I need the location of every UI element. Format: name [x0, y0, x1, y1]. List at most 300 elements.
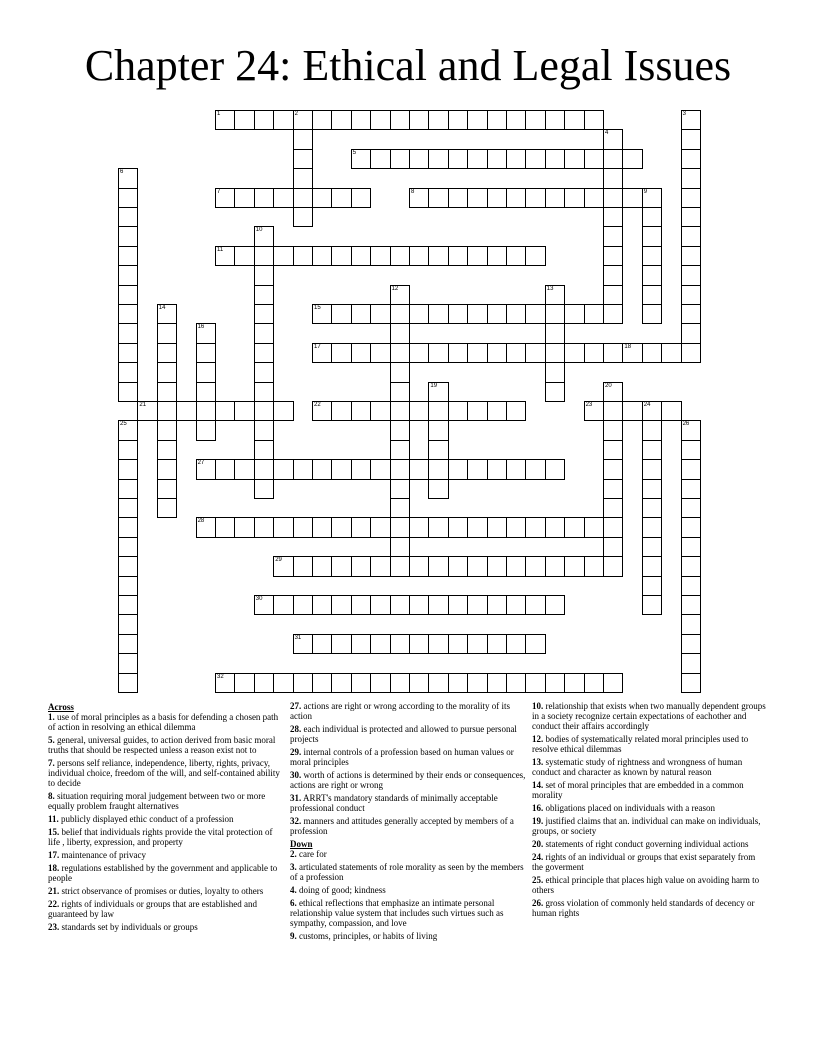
- grid-cell[interactable]: [157, 323, 177, 343]
- grid-cell[interactable]: [157, 401, 177, 421]
- grid-cell[interactable]: [196, 517, 216, 537]
- grid-cell[interactable]: [312, 304, 332, 324]
- grid-cell[interactable]: [331, 517, 351, 537]
- grid-cell[interactable]: [506, 556, 526, 576]
- grid-cell[interactable]: [487, 634, 507, 654]
- grid-cell[interactable]: [273, 673, 293, 693]
- grid-cell[interactable]: [118, 188, 138, 208]
- grid-cell[interactable]: [312, 517, 332, 537]
- grid-cell[interactable]: [603, 129, 623, 149]
- grid-cell[interactable]: [428, 343, 448, 363]
- grid-cell[interactable]: [254, 304, 274, 324]
- grid-cell[interactable]: [603, 517, 623, 537]
- grid-cell[interactable]: [293, 556, 313, 576]
- grid-cell[interactable]: [331, 304, 351, 324]
- grid-cell[interactable]: [428, 673, 448, 693]
- grid-cell[interactable]: [390, 673, 410, 693]
- grid-cell[interactable]: [409, 343, 429, 363]
- grid-cell[interactable]: [603, 401, 623, 421]
- grid-cell[interactable]: [293, 634, 313, 654]
- grid-cell[interactable]: [118, 537, 138, 557]
- grid-cell[interactable]: [525, 149, 545, 169]
- grid-cell[interactable]: [390, 498, 410, 518]
- grid-cell[interactable]: [584, 149, 604, 169]
- grid-cell[interactable]: [273, 459, 293, 479]
- grid-cell[interactable]: [254, 673, 274, 693]
- grid-cell[interactable]: [622, 188, 642, 208]
- grid-cell[interactable]: [254, 226, 274, 246]
- grid-cell[interactable]: [545, 304, 565, 324]
- grid-cell[interactable]: [196, 362, 216, 382]
- grid-cell[interactable]: [370, 556, 390, 576]
- grid-cell[interactable]: [545, 459, 565, 479]
- grid-cell[interactable]: [196, 420, 216, 440]
- grid-cell[interactable]: [487, 304, 507, 324]
- grid-cell[interactable]: [312, 188, 332, 208]
- grid-cell[interactable]: [642, 401, 662, 421]
- grid-cell[interactable]: [351, 673, 371, 693]
- grid-cell[interactable]: [331, 401, 351, 421]
- grid-cell[interactable]: [118, 479, 138, 499]
- grid-cell[interactable]: [603, 479, 623, 499]
- grid-cell[interactable]: [390, 304, 410, 324]
- grid-cell[interactable]: [157, 498, 177, 518]
- grid-cell[interactable]: [196, 401, 216, 421]
- grid-cell[interactable]: [351, 595, 371, 615]
- grid-cell[interactable]: [118, 246, 138, 266]
- grid-cell[interactable]: [467, 188, 487, 208]
- grid-cell[interactable]: [506, 149, 526, 169]
- grid-cell[interactable]: [351, 246, 371, 266]
- grid-cell[interactable]: [215, 110, 235, 130]
- grid-cell[interactable]: [448, 634, 468, 654]
- grid-cell[interactable]: [157, 362, 177, 382]
- grid-cell[interactable]: [506, 459, 526, 479]
- grid-cell[interactable]: [448, 110, 468, 130]
- grid-cell[interactable]: [293, 673, 313, 693]
- grid-cell[interactable]: [642, 285, 662, 305]
- grid-cell[interactable]: [428, 149, 448, 169]
- grid-cell[interactable]: [390, 459, 410, 479]
- grid-cell[interactable]: [293, 149, 313, 169]
- grid-cell[interactable]: [351, 304, 371, 324]
- grid-cell[interactable]: [467, 595, 487, 615]
- grid-cell[interactable]: [681, 614, 701, 634]
- grid-cell[interactable]: [681, 323, 701, 343]
- grid-cell[interactable]: [642, 479, 662, 499]
- grid-cell[interactable]: [603, 420, 623, 440]
- grid-cell[interactable]: [409, 459, 429, 479]
- grid-cell[interactable]: [506, 673, 526, 693]
- grid-cell[interactable]: [370, 246, 390, 266]
- grid-cell[interactable]: [428, 479, 448, 499]
- grid-cell[interactable]: [603, 498, 623, 518]
- grid-cell[interactable]: [584, 188, 604, 208]
- grid-cell[interactable]: [506, 595, 526, 615]
- grid-cell[interactable]: [409, 188, 429, 208]
- grid-cell[interactable]: [390, 246, 410, 266]
- grid-cell[interactable]: [467, 459, 487, 479]
- grid-cell[interactable]: [254, 440, 274, 460]
- grid-cell[interactable]: [642, 537, 662, 557]
- grid-cell[interactable]: [642, 459, 662, 479]
- grid-cell[interactable]: [157, 304, 177, 324]
- grid-cell[interactable]: [312, 343, 332, 363]
- grid-cell[interactable]: [118, 517, 138, 537]
- grid-cell[interactable]: [564, 304, 584, 324]
- grid-cell[interactable]: [467, 304, 487, 324]
- grid-cell[interactable]: [118, 343, 138, 363]
- grid-cell[interactable]: [176, 401, 196, 421]
- grid-cell[interactable]: [428, 517, 448, 537]
- grid-cell[interactable]: [487, 246, 507, 266]
- grid-cell[interactable]: [603, 556, 623, 576]
- grid-cell[interactable]: [196, 459, 216, 479]
- grid-cell[interactable]: [545, 556, 565, 576]
- grid-cell[interactable]: [525, 595, 545, 615]
- grid-cell[interactable]: [448, 188, 468, 208]
- grid-cell[interactable]: [545, 382, 565, 402]
- grid-cell[interactable]: [273, 246, 293, 266]
- grid-cell[interactable]: [428, 556, 448, 576]
- grid-cell[interactable]: [254, 401, 274, 421]
- grid-cell[interactable]: [351, 110, 371, 130]
- grid-cell[interactable]: [196, 323, 216, 343]
- grid-cell[interactable]: [312, 595, 332, 615]
- grid-cell[interactable]: [603, 168, 623, 188]
- grid-cell[interactable]: [234, 401, 254, 421]
- grid-cell[interactable]: [254, 110, 274, 130]
- grid-cell[interactable]: [467, 517, 487, 537]
- grid-cell[interactable]: [681, 110, 701, 130]
- grid-cell[interactable]: [293, 110, 313, 130]
- grid-cell[interactable]: [642, 343, 662, 363]
- grid-cell[interactable]: [157, 420, 177, 440]
- grid-cell[interactable]: [448, 459, 468, 479]
- grid-cell[interactable]: [390, 343, 410, 363]
- grid-cell[interactable]: [234, 673, 254, 693]
- grid-cell[interactable]: [642, 304, 662, 324]
- grid-cell[interactable]: [312, 459, 332, 479]
- grid-cell[interactable]: [390, 537, 410, 557]
- grid-cell[interactable]: [448, 401, 468, 421]
- grid-cell[interactable]: [351, 634, 371, 654]
- grid-cell[interactable]: [467, 556, 487, 576]
- grid-cell[interactable]: [564, 517, 584, 537]
- grid-cell[interactable]: [118, 226, 138, 246]
- grid-cell[interactable]: [603, 207, 623, 227]
- grid-cell[interactable]: [545, 323, 565, 343]
- grid-cell[interactable]: [118, 576, 138, 596]
- grid-cell[interactable]: [564, 110, 584, 130]
- grid-cell[interactable]: [273, 188, 293, 208]
- grid-cell[interactable]: [370, 459, 390, 479]
- grid-cell[interactable]: [681, 459, 701, 479]
- grid-cell[interactable]: [506, 304, 526, 324]
- grid-cell[interactable]: [215, 401, 235, 421]
- grid-cell[interactable]: [525, 246, 545, 266]
- grid-cell[interactable]: [642, 420, 662, 440]
- grid-cell[interactable]: [331, 459, 351, 479]
- grid-cell[interactable]: [390, 420, 410, 440]
- grid-cell[interactable]: [448, 556, 468, 576]
- grid-cell[interactable]: [254, 343, 274, 363]
- grid-cell[interactable]: [545, 188, 565, 208]
- grid-cell[interactable]: [409, 673, 429, 693]
- grid-cell[interactable]: [642, 576, 662, 596]
- grid-cell[interactable]: [564, 343, 584, 363]
- grid-cell[interactable]: [390, 362, 410, 382]
- grid-cell[interactable]: [312, 246, 332, 266]
- grid-cell[interactable]: [196, 343, 216, 363]
- grid-cell[interactable]: [525, 343, 545, 363]
- grid-cell[interactable]: [487, 401, 507, 421]
- grid-cell[interactable]: [409, 149, 429, 169]
- grid-cell[interactable]: [603, 459, 623, 479]
- grid-cell[interactable]: [428, 595, 448, 615]
- grid-cell[interactable]: [215, 517, 235, 537]
- grid-cell[interactable]: [312, 110, 332, 130]
- grid-cell[interactable]: [681, 265, 701, 285]
- grid-cell[interactable]: [428, 382, 448, 402]
- grid-cell[interactable]: [234, 246, 254, 266]
- grid-cell[interactable]: [370, 401, 390, 421]
- grid-cell[interactable]: [118, 285, 138, 305]
- grid-cell[interactable]: [681, 246, 701, 266]
- grid-cell[interactable]: [467, 343, 487, 363]
- grid-cell[interactable]: [681, 207, 701, 227]
- grid-cell[interactable]: [603, 537, 623, 557]
- grid-cell[interactable]: [273, 517, 293, 537]
- grid-cell[interactable]: [584, 401, 604, 421]
- grid-cell[interactable]: [545, 673, 565, 693]
- grid-cell[interactable]: [254, 459, 274, 479]
- grid-cell[interactable]: [681, 420, 701, 440]
- grid-cell[interactable]: [293, 129, 313, 149]
- grid-cell[interactable]: [603, 440, 623, 460]
- grid-cell[interactable]: [564, 556, 584, 576]
- grid-cell[interactable]: [681, 537, 701, 557]
- grid-cell[interactable]: [118, 168, 138, 188]
- grid-cell[interactable]: [681, 517, 701, 537]
- grid-cell[interactable]: [642, 517, 662, 537]
- grid-cell[interactable]: [390, 479, 410, 499]
- grid-cell[interactable]: [681, 343, 701, 363]
- grid-cell[interactable]: [487, 517, 507, 537]
- grid-cell[interactable]: [390, 323, 410, 343]
- grid-cell[interactable]: [234, 110, 254, 130]
- grid-cell[interactable]: [506, 517, 526, 537]
- grid-cell[interactable]: [390, 440, 410, 460]
- grid-cell[interactable]: [157, 343, 177, 363]
- grid-cell[interactable]: [118, 304, 138, 324]
- grid-cell[interactable]: [564, 673, 584, 693]
- grid-cell[interactable]: [118, 323, 138, 343]
- grid-cell[interactable]: [603, 149, 623, 169]
- grid-cell[interactable]: [215, 459, 235, 479]
- grid-cell[interactable]: [642, 226, 662, 246]
- grid-cell[interactable]: [681, 576, 701, 596]
- grid-cell[interactable]: [487, 149, 507, 169]
- grid-cell[interactable]: [448, 304, 468, 324]
- grid-cell[interactable]: [661, 343, 681, 363]
- grid-cell[interactable]: [118, 440, 138, 460]
- grid-cell[interactable]: [351, 401, 371, 421]
- grid-cell[interactable]: [273, 401, 293, 421]
- grid-cell[interactable]: [642, 265, 662, 285]
- grid-cell[interactable]: [351, 343, 371, 363]
- grid-cell[interactable]: [584, 673, 604, 693]
- grid-cell[interactable]: [603, 304, 623, 324]
- grid-cell[interactable]: [642, 595, 662, 615]
- grid-cell[interactable]: [254, 595, 274, 615]
- grid-cell[interactable]: [448, 246, 468, 266]
- grid-cell[interactable]: [351, 188, 371, 208]
- grid-cell[interactable]: [157, 382, 177, 402]
- grid-cell[interactable]: [584, 556, 604, 576]
- grid-cell[interactable]: [351, 149, 371, 169]
- grid-cell[interactable]: [448, 343, 468, 363]
- grid-cell[interactable]: [487, 459, 507, 479]
- grid-cell[interactable]: [584, 517, 604, 537]
- grid-cell[interactable]: [118, 362, 138, 382]
- grid-cell[interactable]: [487, 556, 507, 576]
- grid-cell[interactable]: [642, 440, 662, 460]
- grid-cell[interactable]: [428, 110, 448, 130]
- grid-cell[interactable]: [409, 595, 429, 615]
- grid-cell[interactable]: [467, 110, 487, 130]
- grid-cell[interactable]: [681, 149, 701, 169]
- grid-cell[interactable]: [681, 673, 701, 693]
- grid-cell[interactable]: [681, 498, 701, 518]
- grid-cell[interactable]: [331, 634, 351, 654]
- grid-cell[interactable]: [545, 517, 565, 537]
- grid-cell[interactable]: [681, 634, 701, 654]
- grid-cell[interactable]: [118, 634, 138, 654]
- grid-cell[interactable]: [273, 110, 293, 130]
- grid-cell[interactable]: [370, 343, 390, 363]
- grid-cell[interactable]: [118, 498, 138, 518]
- grid-cell[interactable]: [661, 401, 681, 421]
- grid-cell[interactable]: [293, 207, 313, 227]
- grid-cell[interactable]: [603, 285, 623, 305]
- grid-cell[interactable]: [467, 401, 487, 421]
- grid-cell[interactable]: [525, 304, 545, 324]
- grid-cell[interactable]: [118, 595, 138, 615]
- grid-cell[interactable]: [448, 149, 468, 169]
- grid-cell[interactable]: [118, 207, 138, 227]
- grid-cell[interactable]: [293, 168, 313, 188]
- grid-cell[interactable]: [390, 401, 410, 421]
- grid-cell[interactable]: [681, 129, 701, 149]
- grid-cell[interactable]: [293, 459, 313, 479]
- grid-cell[interactable]: [584, 343, 604, 363]
- grid-cell[interactable]: [390, 517, 410, 537]
- grid-cell[interactable]: [234, 188, 254, 208]
- grid-cell[interactable]: [428, 188, 448, 208]
- grid-cell[interactable]: [506, 634, 526, 654]
- grid-cell[interactable]: [506, 246, 526, 266]
- grid-cell[interactable]: [118, 459, 138, 479]
- grid-cell[interactable]: [428, 459, 448, 479]
- grid-cell[interactable]: [448, 595, 468, 615]
- grid-cell[interactable]: [118, 420, 138, 440]
- grid-cell[interactable]: [390, 285, 410, 305]
- grid-cell[interactable]: [642, 188, 662, 208]
- grid-cell[interactable]: [487, 673, 507, 693]
- grid-cell[interactable]: [215, 188, 235, 208]
- grid-cell[interactable]: [157, 459, 177, 479]
- grid-cell[interactable]: [118, 673, 138, 693]
- grid-cell[interactable]: [390, 634, 410, 654]
- grid-cell[interactable]: [118, 556, 138, 576]
- grid-cell[interactable]: [409, 634, 429, 654]
- grid-cell[interactable]: [603, 188, 623, 208]
- grid-cell[interactable]: [118, 653, 138, 673]
- grid-cell[interactable]: [622, 343, 642, 363]
- grid-cell[interactable]: [312, 673, 332, 693]
- grid-cell[interactable]: [525, 459, 545, 479]
- grid-cell[interactable]: [525, 188, 545, 208]
- grid-cell[interactable]: [331, 110, 351, 130]
- grid-cell[interactable]: [428, 440, 448, 460]
- grid-cell[interactable]: [525, 517, 545, 537]
- grid-cell[interactable]: [273, 595, 293, 615]
- grid-cell[interactable]: [254, 265, 274, 285]
- grid-cell[interactable]: [681, 440, 701, 460]
- grid-cell[interactable]: [409, 304, 429, 324]
- grid-cell[interactable]: [642, 207, 662, 227]
- grid-cell[interactable]: [564, 188, 584, 208]
- grid-cell[interactable]: [157, 440, 177, 460]
- grid-cell[interactable]: [467, 673, 487, 693]
- grid-cell[interactable]: [681, 226, 701, 246]
- grid-cell[interactable]: [331, 343, 351, 363]
- grid-cell[interactable]: [370, 634, 390, 654]
- grid-cell[interactable]: [506, 343, 526, 363]
- grid-cell[interactable]: [603, 265, 623, 285]
- grid-cell[interactable]: [409, 401, 429, 421]
- grid-cell[interactable]: [254, 420, 274, 440]
- grid-cell[interactable]: [681, 304, 701, 324]
- grid-cell[interactable]: [603, 343, 623, 363]
- grid-cell[interactable]: [584, 304, 604, 324]
- grid-cell[interactable]: [428, 304, 448, 324]
- grid-cell[interactable]: [254, 188, 274, 208]
- grid-cell[interactable]: [370, 673, 390, 693]
- grid-cell[interactable]: [545, 110, 565, 130]
- grid-cell[interactable]: [293, 246, 313, 266]
- grid-cell[interactable]: [642, 246, 662, 266]
- grid-cell[interactable]: [487, 110, 507, 130]
- grid-cell[interactable]: [331, 673, 351, 693]
- grid-cell[interactable]: [234, 459, 254, 479]
- grid-cell[interactable]: [254, 323, 274, 343]
- grid-cell[interactable]: [642, 556, 662, 576]
- grid-cell[interactable]: [622, 401, 642, 421]
- grid-cell[interactable]: [273, 556, 293, 576]
- grid-cell[interactable]: [428, 420, 448, 440]
- grid-cell[interactable]: [467, 149, 487, 169]
- grid-cell[interactable]: [390, 382, 410, 402]
- grid-cell[interactable]: [487, 343, 507, 363]
- grid-cell[interactable]: [351, 556, 371, 576]
- grid-cell[interactable]: [331, 246, 351, 266]
- grid-cell[interactable]: [118, 614, 138, 634]
- grid-cell[interactable]: [370, 149, 390, 169]
- grid-cell[interactable]: [564, 149, 584, 169]
- grid-cell[interactable]: [254, 246, 274, 266]
